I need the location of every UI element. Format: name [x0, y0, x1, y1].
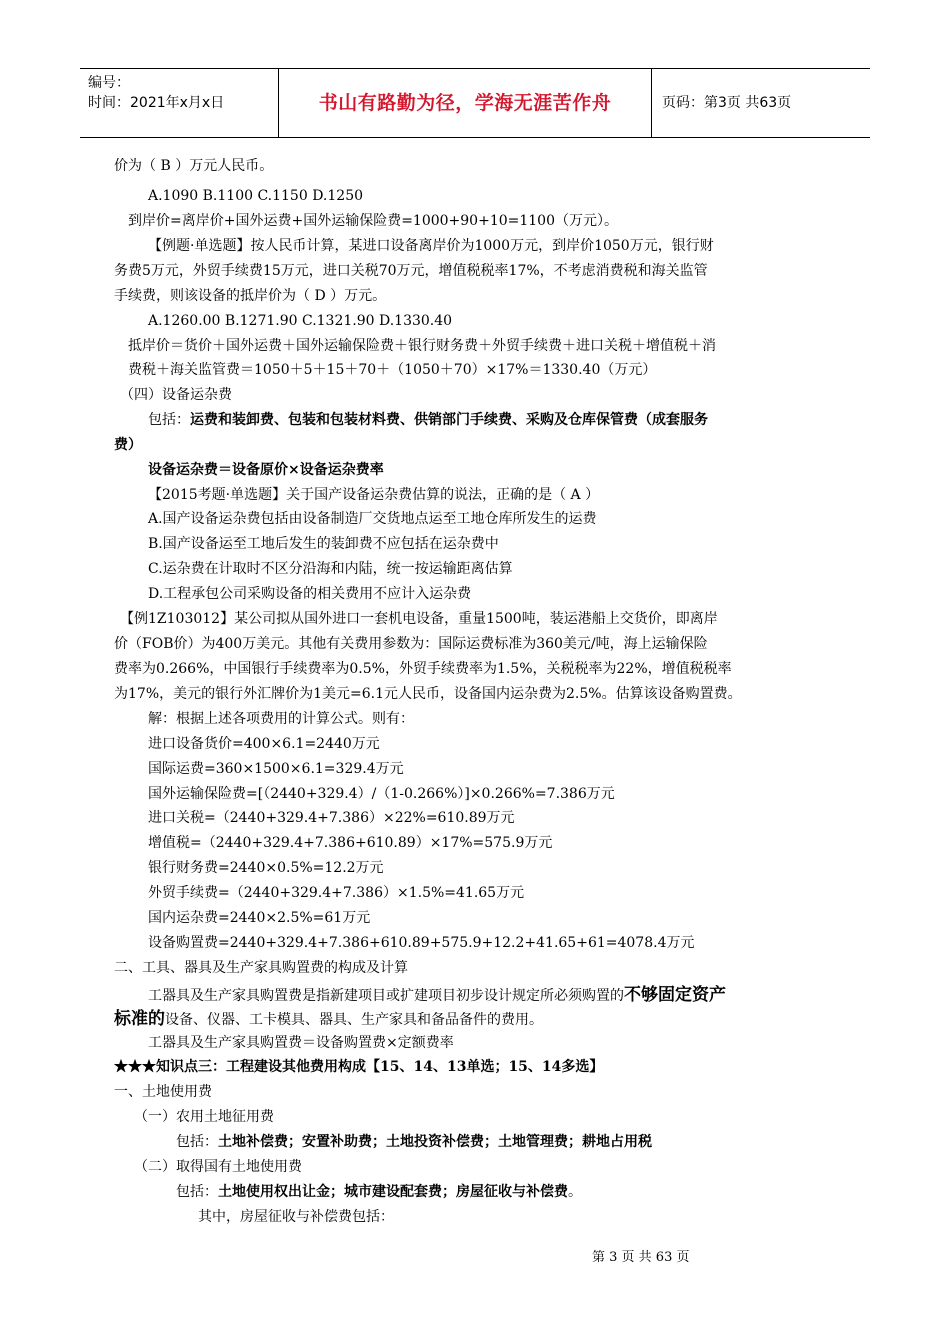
text-run: 银行财务费=2440×0.5%=12.2万元 — [148, 860, 384, 876]
text-line — [114, 260, 708, 282]
text-run: 抵岸价＝货价＋国外运费＋国外运输保险费＋银行财务费＋外贸手续费＋进口关税＋增值税＋消 — [128, 338, 716, 354]
text-run: 【例题·单选题】按人民币计算，某进口设备离岸价为1000万元，到岸价1050万元，银行财 — [148, 238, 714, 254]
text-run: 价为（ B ）万元人民币。 — [114, 158, 274, 174]
text-run: （二）取得国有土地使用费 — [134, 1159, 302, 1175]
text-run: （一）农用土地征用费 — [134, 1109, 274, 1125]
text-line — [148, 932, 694, 954]
text-run: 国外运输保险费=[（2440+329.4）/（1-0.266%）]×0.266%=7.386万元 — [148, 786, 615, 802]
text-line — [176, 1131, 652, 1153]
text-run: 一、土地使用费 — [114, 1084, 212, 1100]
text-line — [148, 783, 615, 805]
page-footer: 第 3 页 共 63 页 — [592, 1250, 690, 1265]
text-line — [148, 758, 404, 780]
header-page-cell — [652, 69, 870, 137]
text-line — [114, 155, 273, 177]
text-line — [148, 882, 524, 904]
text-run: 包括： — [176, 1134, 218, 1150]
text-run: 为17%，美元的银行外汇牌价为1美元=6.1元人民币，设备国内运杂费为2.5%。估算该设备购置费。 — [114, 686, 742, 702]
text-line — [114, 1056, 603, 1078]
header-left-cell — [80, 69, 279, 137]
text-line — [114, 633, 708, 655]
text-line — [176, 1181, 582, 1203]
text-run: 【例1Z103012】某公司拟从国外进口一套机电设备，重量1500吨，装运港船上交货价，即离岸 — [120, 611, 718, 627]
text-run: 。 — [568, 1184, 582, 1200]
text-line — [148, 508, 597, 530]
text-line — [148, 857, 384, 879]
text-run: 进口设备货价=400×6.1=2440万元 — [148, 736, 380, 752]
text-run: 包括： — [176, 1184, 218, 1200]
text-run: 外贸手续费=（2440+329.4+7.386）×1.5%=41.65万元 — [148, 885, 525, 901]
text-line — [148, 583, 471, 605]
text-run: （四）设备运杂费 — [120, 387, 232, 403]
text-line — [148, 484, 599, 506]
text-run: 工器具及生产家具购置费＝设备购置费×定额费率 — [148, 1035, 454, 1051]
text-line — [148, 558, 513, 580]
header-page-info: 页码：第3页 共63页 — [662, 95, 792, 111]
text-run: 到岸价=离岸价+国外运费+国外运输保险费=1000+90+10=1100（万元）。 — [128, 213, 618, 229]
page-header — [80, 68, 870, 138]
text-run: 费率为0.266%，中国银行手续费率为0.5%，外贸手续费率为1.5%，关税税率为22%，增值税税率 — [114, 661, 732, 677]
document-code-label: 编号： — [88, 75, 130, 91]
text-line — [114, 285, 386, 307]
text-run: C.运杂费在计取时不区分沿海和内陆，统一按运输距离估算 — [148, 561, 513, 577]
text-line — [148, 533, 499, 555]
text-line — [148, 984, 726, 1007]
text-line — [148, 459, 384, 481]
text-line — [114, 1081, 212, 1103]
text-run: 手续费，则该设备的抵岸价为（ D ）万元。 — [114, 288, 387, 304]
text-line — [114, 1008, 543, 1031]
text-line — [148, 807, 515, 829]
text-run: 设备购置费=2440+329.4+7.386+610.89+575.9+12.2+41.65+61=4078.4万元 — [148, 935, 695, 951]
text-run: 务费5万元，外贸手续费15万元，进口关税70万元，增值税税率17%，不考虑消费税和海关监管 — [114, 263, 708, 279]
text-line — [120, 384, 232, 406]
text-run: 价（FOB价）为400万美元。其他有关费用参数为：国际运费标准为360美元/吨，海上运输保险 — [114, 636, 708, 652]
text-run: 【2015考题·单选题】关于国产设备运杂费估算的说法，正确的是（ A ） — [148, 487, 600, 503]
document-date-label: 时间：2021年x月x日 — [88, 95, 225, 111]
text-line — [148, 185, 363, 207]
text-run: A.1260.00 B.1271.90 C.1321.90 D.1330.40 — [148, 313, 453, 329]
text-run: 工器具及生产家具购置费是指新建项目或扩建项目初步设计规定所必须购置的 — [148, 988, 624, 1004]
text-line — [148, 907, 370, 929]
text-run: 土地补偿费；安置补助费；土地投资补偿费；土地管理费；耕地占用税 — [218, 1134, 652, 1150]
text-run: D.工程承包公司采购设备的相关费用不应计入运杂费 — [148, 586, 472, 602]
text-run: 土地使用权出让金；城市建设配套费；房屋征收与补偿费 — [218, 1184, 568, 1200]
text-run: 其中，房屋征收与补偿费包括： — [198, 1209, 394, 1225]
text-run: 运费和装卸费、包装和包装材料费、供销部门手续费、采购及仓库保管费（成套服务 — [190, 412, 708, 428]
text-line — [148, 409, 708, 431]
text-line — [134, 1156, 302, 1178]
text-run: B.国产设备运至工地后发生的装卸费不应包括在运杂费中 — [148, 536, 499, 552]
text-line — [128, 335, 716, 357]
text-run: A.国产设备运杂费包括由设备制造厂交货地点运至工地仓库所发生的运费 — [148, 511, 597, 527]
text-run: 包括： — [148, 412, 190, 428]
text-line — [148, 310, 452, 332]
text-line — [148, 235, 714, 257]
text-line — [134, 1106, 274, 1128]
text-line — [128, 210, 618, 232]
text-run: 设备、仪器、工卡模具、器具、生产家具和备品备件的费用。 — [165, 1012, 543, 1028]
text-line — [148, 708, 414, 730]
text-run: 标准的 — [114, 1009, 165, 1029]
text-run: ★★★知识点三：工程建设其他费用构成【15、14、13单选；15、14多选】 — [114, 1059, 604, 1075]
text-line — [114, 683, 742, 705]
text-line — [128, 359, 656, 381]
text-line — [198, 1206, 394, 1228]
text-run: 不够固定资产 — [624, 985, 726, 1005]
text-run: A.1090 B.1100 C.1150 D.1250 — [148, 188, 364, 204]
text-line — [114, 957, 408, 979]
text-line — [114, 434, 142, 456]
header-motto: 书山有路勤为径，学海无涯苦作舟 — [318, 92, 612, 114]
text-line — [148, 1032, 454, 1054]
text-run: 解：根据上述各项费用的计算公式。则有： — [148, 711, 414, 727]
text-line — [148, 733, 380, 755]
text-run: 国内运杂费=2440×2.5%=61万元 — [148, 910, 371, 926]
text-line — [148, 832, 552, 854]
text-run: 增值税=（2440+329.4+7.386+610.89）×17%=575.9万元 — [148, 835, 553, 851]
text-run: 国际运费=360×1500×6.1=329.4万元 — [148, 761, 404, 777]
text-run: 费税＋海关监管费＝1050＋5＋15＋70＋（1050＋70）×17%＝1330.40（万元） — [128, 362, 657, 378]
header-motto-cell — [279, 69, 652, 137]
text-run: 进口关税=（2440+329.4+7.386）×22%=610.89万元 — [148, 810, 515, 826]
text-line — [114, 658, 732, 680]
text-line — [120, 608, 718, 630]
text-run: 二、工具、器具及生产家具购置费的构成及计算 — [114, 960, 408, 976]
text-run: 费） — [114, 437, 142, 453]
text-run: 设备运杂费＝设备原价×设备运杂费率 — [148, 462, 384, 478]
